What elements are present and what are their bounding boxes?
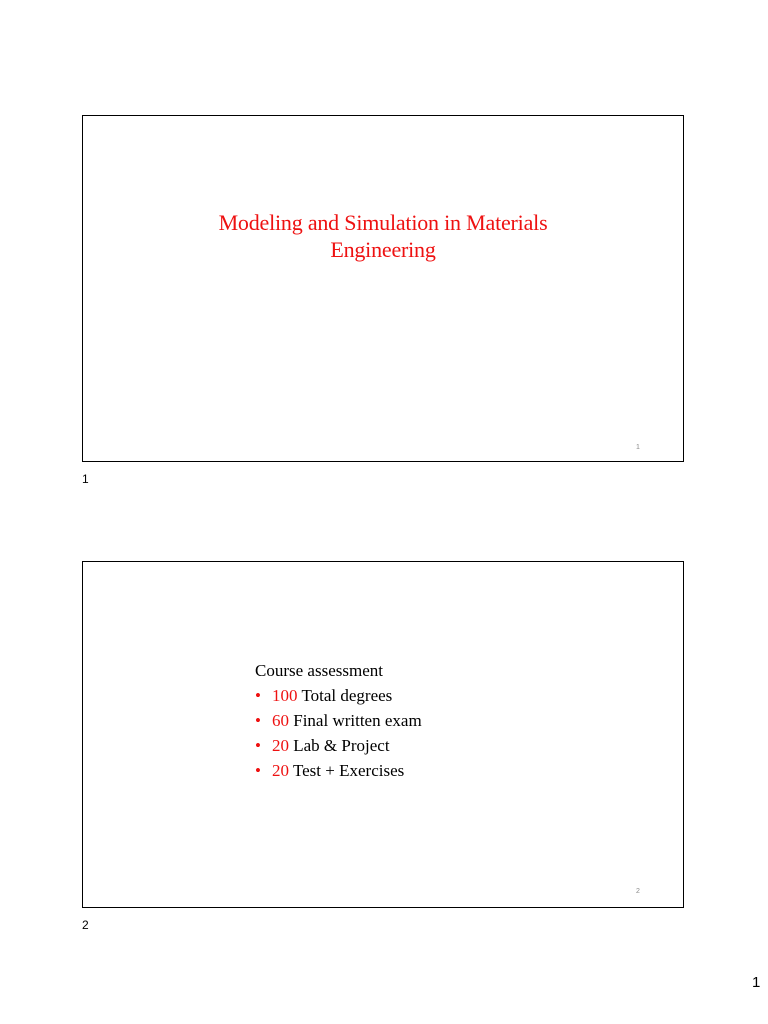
list-item bbox=[255, 708, 422, 733]
item-number: 100 bbox=[272, 686, 298, 705]
slide-number: 2 bbox=[636, 888, 640, 895]
assessment-block bbox=[255, 658, 422, 783]
assessment-heading: Course assessment bbox=[255, 661, 383, 680]
slide-2 bbox=[82, 561, 684, 908]
bullet-icon: • bbox=[255, 761, 261, 780]
slide-label-2: 2 bbox=[82, 918, 89, 932]
bullet-icon: • bbox=[255, 736, 261, 755]
list-item bbox=[255, 683, 422, 708]
item-text: Lab & Project bbox=[289, 736, 390, 755]
slide-number: 1 bbox=[636, 444, 640, 451]
item-text: Test + Exercises bbox=[289, 761, 405, 780]
assessment-list bbox=[255, 683, 422, 783]
item-number: 20 bbox=[272, 736, 289, 755]
item-text: Total degrees bbox=[297, 686, 393, 705]
bullet-icon: • bbox=[255, 686, 261, 705]
list-item bbox=[255, 733, 422, 758]
item-text: Final written exam bbox=[289, 711, 422, 730]
title-line-1: Modeling and Simulation in Materials bbox=[218, 210, 548, 235]
title-line-2: Engineering bbox=[330, 237, 436, 262]
list-item bbox=[255, 758, 422, 783]
page-number: 1 bbox=[752, 974, 761, 991]
slide-1 bbox=[82, 115, 684, 462]
slide-label-1: 1 bbox=[82, 472, 89, 486]
slide-title bbox=[83, 209, 683, 263]
item-number: 60 bbox=[272, 711, 289, 730]
bullet-icon: • bbox=[255, 711, 261, 730]
item-number: 20 bbox=[272, 761, 289, 780]
